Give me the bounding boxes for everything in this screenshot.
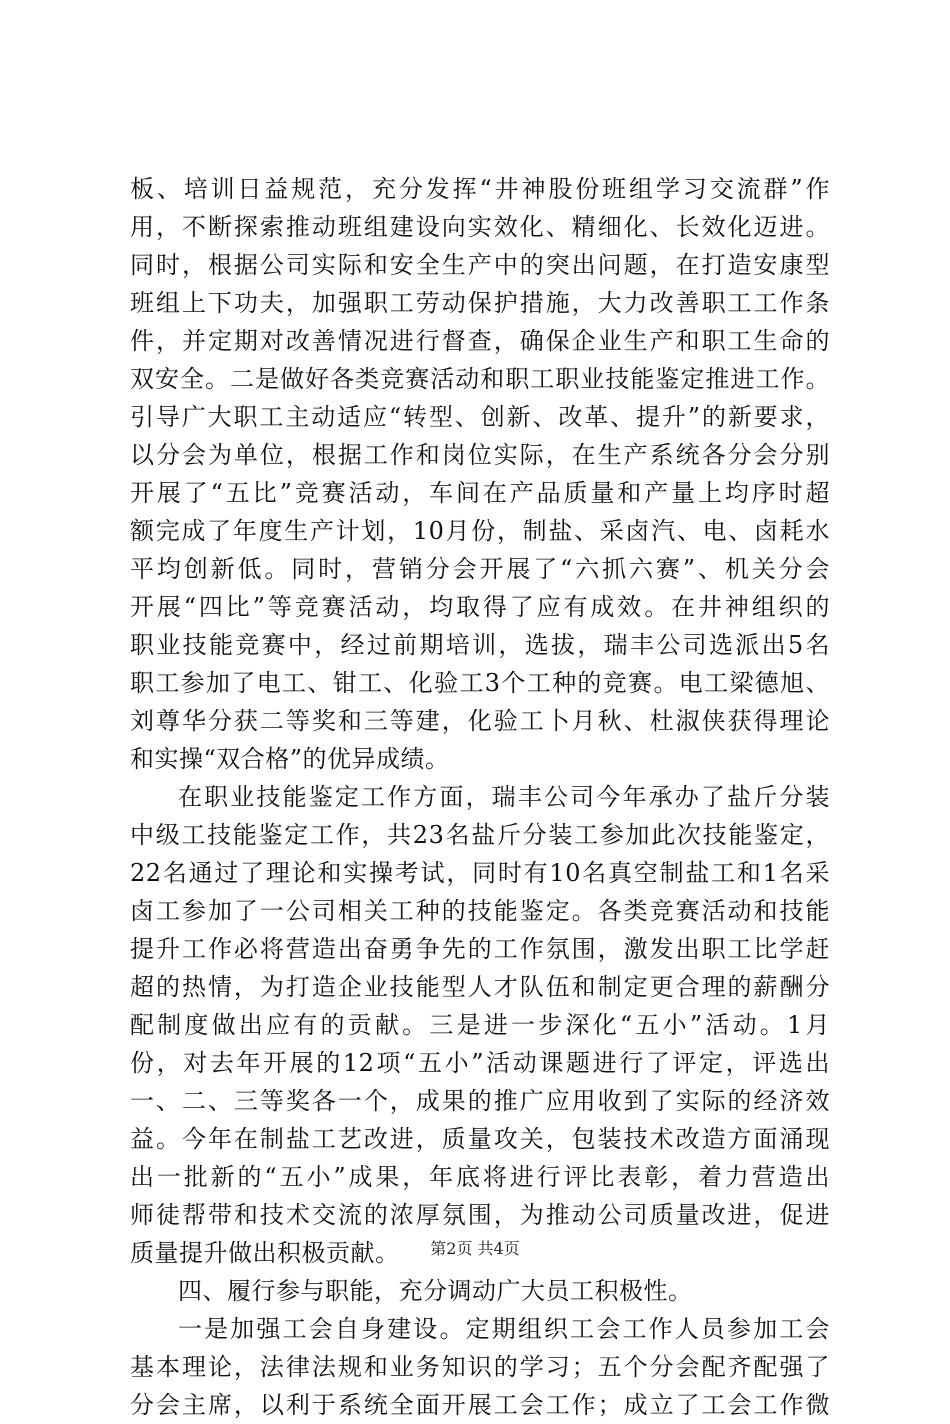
text-line: 卤工参加了一公司相关工种的技能鉴定。各类竞赛活动和技能	[130, 897, 830, 925]
text-line: 开展了“五比”竞赛活动，车间在产品质量和产量上均序时超	[130, 479, 830, 507]
page-number-footer: 第2页 共4页	[430, 1239, 520, 1258]
text-line: 职工参加了电工、钳工、化验工3个工种的竞赛。电工梁德旭、	[130, 669, 830, 697]
text-line: 师徒帮带和技术交流的浓厚氛围，为推动公司质量改进，促进	[130, 1201, 830, 1229]
text-line: 分会主席，以利于系统全面开展工会工作；成立了工会工作微	[130, 1391, 830, 1419]
text-line: 配制度做出应有的贡献。三是进一步深化“五小”活动。1月	[130, 1011, 830, 1039]
text-line: 用，不断探索推动班组建设向实效化、精细化、长效化迈进。	[130, 213, 830, 241]
text-line: 额完成了年度生产计划，10月份，制盐、采卤汽、电、卤耗水	[130, 517, 830, 545]
text-line: 出一批新的“五小”成果，年底将进行评比表彰，着力营造出	[130, 1163, 830, 1191]
text-line: 超的热情，为打造企业技能型人才队伍和制定更合理的薪酬分	[130, 973, 830, 1001]
text-line: 同时，根据公司实际和安全生产中的突出问题，在打造安康型	[130, 251, 830, 279]
text-line: 刘尊华分获二等奖和三等建，化验工卜月秋、杜淑侠获得理论	[130, 707, 830, 735]
text-line: 板、培训日益规范，充分发挥“井神股份班组学习交流群”作	[130, 175, 830, 203]
text-line: 职业技能竞赛中，经过前期培训，选拔，瑞丰公司选派出5名	[130, 631, 830, 659]
text-line: 益。今年在制盐工艺改进，质量攻关，包装技术改造方面涌现	[130, 1125, 830, 1153]
text-line: 班组上下功夫，加强职工劳动保护措施，大力改善职工工作条	[130, 289, 830, 317]
text-line: 份，对去年开展的12项“五小”活动课题进行了评定，评选出	[130, 1049, 830, 1077]
text-line: 开展“四比”等竞赛活动，均取得了应有成效。在井神组织的	[130, 593, 830, 621]
text-line: 一、二、三等奖各一个，成果的推广应用收到了实际的经济效	[130, 1087, 830, 1115]
text-line: 基本理论，法律法规和业务知识的学习；五个分会配齐配强了	[130, 1353, 830, 1381]
text-line: 提升工作必将营造出奋勇争先的工作氛围，激发出职工比学赶	[130, 935, 830, 963]
text-line: 双安全。二是做好各类竞赛活动和职工职业技能鉴定推进工作。	[130, 365, 830, 393]
section-heading: 四、履行参与职能，充分调动广大员工积极性。	[178, 1277, 693, 1305]
text-line: 中级工技能鉴定工作，共23名盐斤分装工参加此次技能鉴定，	[130, 821, 830, 849]
text-line: 件，并定期对改善情况进行督查，确保企业生产和职工生命的	[130, 327, 830, 355]
paragraph-first-line: 一是加强工会自身建设。定期组织工会工作人员参加工会	[178, 1315, 830, 1343]
text-line: 以分会为单位，根据工作和岗位实际，在生产系统各分会分别	[130, 441, 830, 469]
text-line: 22名通过了理论和实操考试，同时有10名真空制盐工和1名采	[130, 859, 830, 887]
paragraph-first-line: 在职业技能鉴定工作方面，瑞丰公司今年承办了盐斤分装	[178, 783, 830, 811]
text-line: 平均创新低。同时，营销分会开展了“六抓六赛”、机关分会	[130, 555, 830, 583]
text-line: 和实操“双合格”的优异成绩。	[130, 745, 450, 773]
text-line: 引导广大职工主动适应“转型、创新、改革、提升”的新要求，	[130, 403, 830, 431]
text-line: 质量提升做出积极贡献。	[130, 1239, 400, 1267]
document-body	[130, 170, 830, 1424]
